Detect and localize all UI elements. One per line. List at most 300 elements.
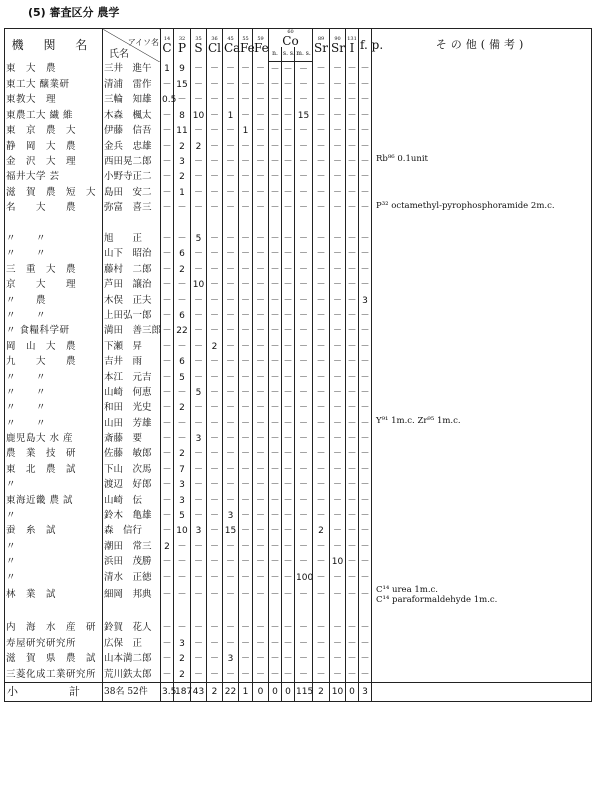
- value-cell: －: [330, 277, 346, 292]
- remarks-cell: [372, 108, 592, 123]
- value-cell: －: [359, 667, 372, 683]
- remarks-cell: [372, 370, 592, 385]
- value-cell: －: [282, 431, 295, 446]
- value-cell: －: [282, 93, 295, 108]
- value-cell: －: [223, 293, 239, 308]
- section-caption: (5) 審査区分 農学: [28, 6, 120, 19]
- remarks-cell: [372, 93, 592, 108]
- value-cell: 3: [191, 524, 207, 539]
- value-cell: －: [282, 277, 295, 292]
- value-cell: －: [313, 262, 330, 277]
- value-cell: －: [253, 231, 269, 246]
- institution-cell: 〃: [5, 570, 103, 585]
- value-cell: －: [346, 231, 359, 246]
- value-cell: －: [359, 539, 372, 554]
- value-cell: 15: [174, 77, 191, 92]
- value-cell: －: [223, 308, 239, 323]
- value-cell: －: [359, 354, 372, 369]
- institution-cell: 農 業 技 研: [5, 447, 103, 462]
- value-cell: －: [313, 139, 330, 154]
- value-cell: －: [269, 401, 282, 416]
- total-count: 38名 52件: [103, 683, 161, 702]
- value-cell: －: [207, 478, 223, 493]
- institution-cell: 蚕 糸 試: [5, 524, 103, 539]
- value-cell: －: [295, 201, 313, 216]
- value-cell: －: [239, 431, 253, 446]
- value-cell: －: [295, 401, 313, 416]
- value-cell: －: [269, 139, 282, 154]
- value-cell: －: [239, 636, 253, 651]
- name-cell: 満田 善三郎: [103, 324, 161, 339]
- total-value-cell: 115: [295, 683, 313, 702]
- header-element-mass: 32: [178, 36, 186, 43]
- value-cell: －: [313, 62, 330, 78]
- value-cell: －: [269, 185, 282, 200]
- institution-cell: 東工大 醸業研: [5, 77, 103, 92]
- value-cell: －: [207, 154, 223, 169]
- institution-cell: 〃 〃: [5, 416, 103, 431]
- value-cell: －: [313, 539, 330, 554]
- value-cell: －: [295, 247, 313, 262]
- value-cell: －: [346, 170, 359, 185]
- value-cell: －: [239, 93, 253, 108]
- value-cell: －: [253, 462, 269, 477]
- header-element-mass: 36: [211, 36, 218, 43]
- total-value-cell: 1: [239, 683, 253, 702]
- value-cell: －: [207, 555, 223, 570]
- value-cell: －: [191, 570, 207, 585]
- value-cell: －: [282, 667, 295, 683]
- header-element-mass: 90: [334, 36, 341, 43]
- total-value-cell: 2: [207, 683, 223, 702]
- remarks-cell: [372, 555, 592, 570]
- value-cell: －: [223, 447, 239, 462]
- value-cell: －: [282, 478, 295, 493]
- value-cell: －: [161, 154, 174, 169]
- value-cell: －: [253, 293, 269, 308]
- value-cell: －: [207, 62, 223, 78]
- remarks-cell: [372, 216, 592, 231]
- value-cell: －: [253, 108, 269, 123]
- remarks-cell: [372, 508, 592, 523]
- value-cell: －: [269, 493, 282, 508]
- name-cell: 鈴賀 花人: [103, 621, 161, 636]
- value-cell: －: [207, 108, 223, 123]
- name-cell: 芦田 譲治: [103, 277, 161, 292]
- name-cell: 金兵 忠雄: [103, 139, 161, 154]
- name-cell: 山崎 伝: [103, 493, 161, 508]
- value-cell: －: [282, 262, 295, 277]
- total-value-cell: 2: [313, 683, 330, 702]
- value-cell: －: [161, 339, 174, 354]
- value-cell: －: [295, 339, 313, 354]
- value-cell: [161, 605, 174, 620]
- value-cell: 9: [174, 62, 191, 78]
- institution-cell: [5, 216, 103, 231]
- value-cell: －: [282, 447, 295, 462]
- name-cell: 清浦 雷作: [103, 77, 161, 92]
- header-element-7: [269, 29, 313, 48]
- institution-cell: 福井大学 芸: [5, 170, 103, 185]
- value-cell: －: [346, 201, 359, 216]
- value-cell: －: [191, 293, 207, 308]
- value-cell: －: [359, 308, 372, 323]
- value-cell: －: [346, 308, 359, 323]
- value-cell: －: [346, 416, 359, 431]
- value-cell: －: [207, 277, 223, 292]
- value-cell: －: [282, 385, 295, 400]
- value-cell: －: [295, 139, 313, 154]
- value-cell: －: [223, 667, 239, 683]
- name-cell: 山下 昭治: [103, 247, 161, 262]
- table-row: [5, 385, 592, 400]
- value-cell: －: [207, 370, 223, 385]
- value-cell: －: [269, 354, 282, 369]
- value-cell: －: [253, 539, 269, 554]
- institution-cell: 〃 〃: [5, 385, 103, 400]
- value-cell: －: [330, 324, 346, 339]
- value-cell: －: [269, 462, 282, 477]
- value-cell: －: [269, 108, 282, 123]
- value-cell: －: [161, 431, 174, 446]
- name-cell: [103, 605, 161, 620]
- institution-cell: 東 大 農: [5, 62, 103, 78]
- total-value-cell: 10: [330, 683, 346, 702]
- institution-cell: 東海近畿 農 試: [5, 493, 103, 508]
- value-cell: －: [253, 185, 269, 200]
- total-value-cell: 3.5: [161, 683, 174, 702]
- value-cell: [223, 216, 239, 231]
- value-cell: [346, 216, 359, 231]
- value-cell: －: [161, 385, 174, 400]
- header-element-symbol: S: [194, 41, 203, 56]
- table-row: [5, 339, 592, 354]
- value-cell: 11: [174, 124, 191, 139]
- value-cell: －: [346, 339, 359, 354]
- value-cell: －: [346, 431, 359, 446]
- value-cell: －: [313, 493, 330, 508]
- value-cell: －: [161, 462, 174, 477]
- institution-cell: 〃: [5, 478, 103, 493]
- value-cell: －: [239, 539, 253, 554]
- value-cell: －: [282, 339, 295, 354]
- value-cell: －: [269, 478, 282, 493]
- value-cell: －: [295, 62, 313, 78]
- remarks-cell: [372, 139, 592, 154]
- value-cell: －: [346, 247, 359, 262]
- value-cell: －: [207, 124, 223, 139]
- table-row: [5, 570, 592, 585]
- name-cell: 山崎 何恵: [103, 385, 161, 400]
- value-cell: －: [253, 401, 269, 416]
- value-cell: 2: [174, 139, 191, 154]
- value-cell: －: [359, 370, 372, 385]
- value-cell: －: [191, 170, 207, 185]
- name-cell: 斎藤 要: [103, 431, 161, 446]
- value-cell: －: [223, 370, 239, 385]
- value-cell: －: [346, 185, 359, 200]
- value-cell: －: [313, 170, 330, 185]
- value-cell: －: [330, 478, 346, 493]
- value-cell: －: [191, 93, 207, 108]
- value-cell: －: [253, 585, 269, 605]
- value-cell: －: [282, 570, 295, 585]
- value-cell: －: [330, 651, 346, 666]
- value-cell: －: [253, 262, 269, 277]
- value-cell: －: [253, 277, 269, 292]
- remarks-cell: [372, 247, 592, 262]
- value-cell: －: [191, 667, 207, 683]
- value-cell: －: [223, 354, 239, 369]
- value-cell: －: [239, 108, 253, 123]
- value-cell: －: [239, 416, 253, 431]
- value-cell: －: [239, 262, 253, 277]
- value-cell: －: [207, 185, 223, 200]
- value-cell: －: [330, 462, 346, 477]
- table-header: [5, 29, 592, 62]
- value-cell: [330, 605, 346, 620]
- value-cell: －: [207, 324, 223, 339]
- value-cell: －: [161, 570, 174, 585]
- value-cell: －: [359, 339, 372, 354]
- remarks-cell: [372, 431, 592, 446]
- value-cell: －: [253, 555, 269, 570]
- value-cell: －: [359, 247, 372, 262]
- value-cell: －: [207, 539, 223, 554]
- value-cell: －: [223, 170, 239, 185]
- value-cell: －: [313, 339, 330, 354]
- value-cell: －: [239, 354, 253, 369]
- value-cell: 3: [174, 154, 191, 169]
- value-cell: －: [191, 493, 207, 508]
- value-cell: －: [346, 93, 359, 108]
- value-cell: －: [161, 354, 174, 369]
- value-cell: －: [313, 124, 330, 139]
- value-cell: －: [191, 77, 207, 92]
- table-row: [5, 124, 592, 139]
- value-cell: －: [346, 277, 359, 292]
- value-cell: －: [359, 385, 372, 400]
- value-cell: －: [282, 555, 295, 570]
- value-cell: －: [239, 385, 253, 400]
- value-cell: －: [295, 124, 313, 139]
- value-cell: [161, 216, 174, 231]
- header-element-9: [330, 29, 346, 62]
- value-cell: －: [207, 416, 223, 431]
- institution-cell: 寿屋研究研究所: [5, 636, 103, 651]
- value-cell: －: [239, 651, 253, 666]
- header-element-symbol: Fe: [254, 41, 269, 56]
- header-element-11: [359, 29, 384, 62]
- value-cell: －: [253, 370, 269, 385]
- header-element-2: [191, 29, 207, 62]
- value-cell: －: [359, 77, 372, 92]
- value-cell: －: [282, 185, 295, 200]
- total-remarks-cell: [372, 683, 592, 702]
- value-cell: －: [359, 493, 372, 508]
- name-cell: 細岡 邦典: [103, 585, 161, 605]
- value-cell: －: [346, 636, 359, 651]
- total-label: 小 計: [5, 683, 103, 702]
- table-row: [5, 462, 592, 477]
- remarks-cell: [372, 621, 592, 636]
- value-cell: －: [191, 354, 207, 369]
- institution-cell: 滋 賀 県 農 試: [5, 651, 103, 666]
- name-cell: 木俣 正夫: [103, 293, 161, 308]
- value-cell: －: [295, 508, 313, 523]
- value-cell: 2: [174, 262, 191, 277]
- value-cell: －: [269, 524, 282, 539]
- value-cell: －: [253, 339, 269, 354]
- value-cell: －: [191, 185, 207, 200]
- value-cell: －: [253, 139, 269, 154]
- header-element-symbol: P: [177, 41, 187, 56]
- table-row: [5, 651, 592, 666]
- value-cell: －: [313, 651, 330, 666]
- institution-cell: 滋 賀 農 短 大: [5, 185, 103, 200]
- value-cell: －: [174, 585, 191, 605]
- institution-cell: 〃: [5, 508, 103, 523]
- value-cell: 10: [174, 524, 191, 539]
- value-cell: －: [282, 154, 295, 169]
- value-cell: －: [282, 524, 295, 539]
- value-cell: 1: [161, 62, 174, 78]
- value-cell: －: [359, 201, 372, 216]
- value-cell: －: [313, 354, 330, 369]
- value-cell: －: [161, 401, 174, 416]
- value-cell: －: [295, 354, 313, 369]
- value-cell: [174, 216, 191, 231]
- value-cell: －: [330, 508, 346, 523]
- name-cell: 広保 正: [103, 636, 161, 651]
- remarks-cell: [372, 570, 592, 585]
- value-cell: 3: [174, 478, 191, 493]
- value-cell: －: [282, 62, 295, 78]
- nuclide-usage-table: [4, 28, 592, 702]
- header-element-symbol: Sr: [331, 41, 345, 56]
- institution-cell: 京 大 理: [5, 277, 103, 292]
- value-cell: －: [359, 462, 372, 477]
- remarks-cell: [372, 385, 592, 400]
- header-co-sub-1: s. s.: [282, 47, 295, 62]
- value-cell: －: [346, 77, 359, 92]
- value-cell: －: [239, 139, 253, 154]
- value-cell: －: [207, 621, 223, 636]
- value-cell: －: [161, 293, 174, 308]
- value-cell: －: [282, 493, 295, 508]
- value-cell: 7: [174, 462, 191, 477]
- value-cell: －: [269, 308, 282, 323]
- name-cell: 木森 楓太: [103, 108, 161, 123]
- value-cell: －: [295, 621, 313, 636]
- value-cell: －: [269, 447, 282, 462]
- value-cell: －: [191, 555, 207, 570]
- value-cell: －: [359, 324, 372, 339]
- value-cell: 5: [174, 370, 191, 385]
- value-cell: －: [239, 508, 253, 523]
- value-cell: －: [295, 385, 313, 400]
- value-cell: －: [282, 139, 295, 154]
- value-cell: －: [207, 201, 223, 216]
- value-cell: －: [239, 478, 253, 493]
- value-cell: －: [359, 621, 372, 636]
- value-cell: －: [282, 636, 295, 651]
- value-cell: －: [346, 621, 359, 636]
- table-row: [5, 416, 592, 431]
- value-cell: －: [239, 154, 253, 169]
- name-cell: [103, 216, 161, 231]
- value-cell: －: [207, 77, 223, 92]
- value-cell: －: [207, 447, 223, 462]
- table-row: [5, 447, 592, 462]
- value-cell: －: [174, 201, 191, 216]
- remarks-cell: [372, 605, 592, 620]
- value-cell: －: [191, 370, 207, 385]
- value-cell: －: [330, 170, 346, 185]
- value-cell: －: [269, 555, 282, 570]
- value-cell: －: [313, 370, 330, 385]
- value-cell: －: [161, 277, 174, 292]
- total-value-cell: 22: [223, 683, 239, 702]
- value-cell: －: [346, 651, 359, 666]
- institution-cell: 東教大 理: [5, 93, 103, 108]
- header-element-mass: 35: [195, 36, 202, 43]
- value-cell: －: [191, 247, 207, 262]
- value-cell: [313, 216, 330, 231]
- institution-cell: 三 重 大 農: [5, 262, 103, 277]
- value-cell: －: [174, 621, 191, 636]
- name-cell: 森 信行: [103, 524, 161, 539]
- remarks-cell: [372, 231, 592, 246]
- value-cell: 2: [174, 170, 191, 185]
- header-element-3: [207, 29, 223, 62]
- value-cell: －: [207, 585, 223, 605]
- name-cell: 潮田 常三: [103, 539, 161, 554]
- value-cell: －: [346, 154, 359, 169]
- value-cell: －: [161, 416, 174, 431]
- value-cell: 2: [191, 139, 207, 154]
- value-cell: 10: [330, 555, 346, 570]
- remarks-cell: [372, 462, 592, 477]
- value-cell: －: [330, 570, 346, 585]
- value-cell: －: [253, 77, 269, 92]
- table-row: [5, 216, 592, 231]
- institution-cell: 〃 〃: [5, 370, 103, 385]
- header-remarks: その他(備考): [372, 29, 592, 62]
- value-cell: －: [282, 293, 295, 308]
- value-cell: －: [239, 667, 253, 683]
- table-row: [5, 524, 592, 539]
- value-cell: －: [282, 247, 295, 262]
- value-cell: －: [313, 293, 330, 308]
- value-cell: －: [359, 62, 372, 78]
- table-row: [5, 324, 592, 339]
- name-cell: 浜田 茂勝: [103, 555, 161, 570]
- institution-cell: 岡 山 大 農: [5, 339, 103, 354]
- header-element-8: [313, 29, 330, 62]
- value-cell: －: [207, 308, 223, 323]
- table-row: [5, 370, 592, 385]
- table-row: [5, 139, 592, 154]
- value-cell: －: [282, 231, 295, 246]
- value-cell: －: [223, 124, 239, 139]
- institution-cell: 内 海 水 産 研: [5, 621, 103, 636]
- value-cell: －: [207, 524, 223, 539]
- value-cell: －: [295, 293, 313, 308]
- value-cell: 1: [239, 124, 253, 139]
- header-name: [103, 29, 161, 62]
- value-cell: －: [359, 93, 372, 108]
